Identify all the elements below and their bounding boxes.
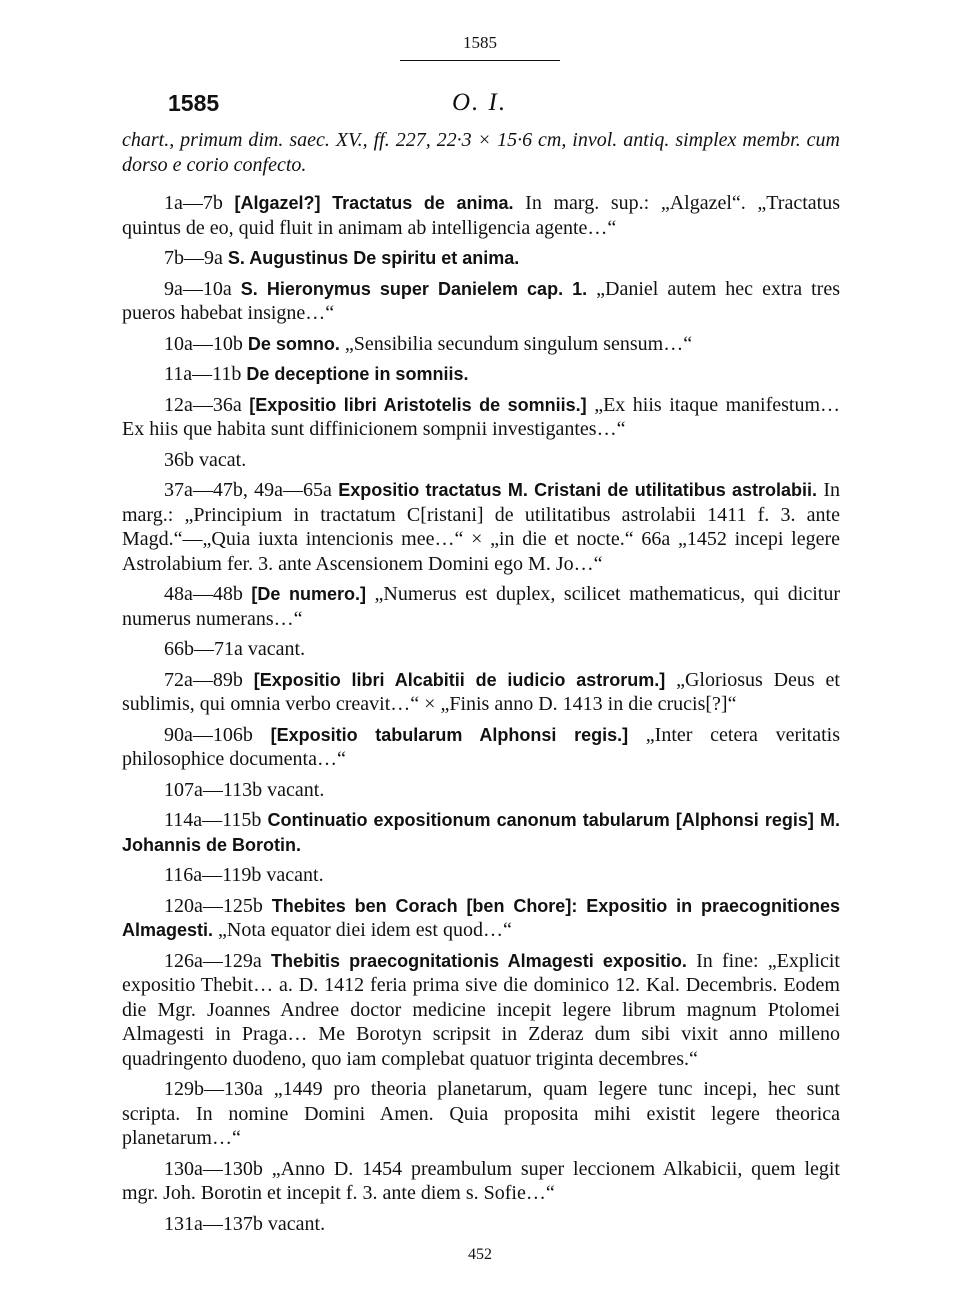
folio-reference: 129b—130a: [164, 1078, 274, 1100]
folio-reference: 107a—113b: [164, 778, 268, 801]
content-entry: [122, 637, 840, 662]
manuscript-signature: O. I.: [452, 89, 508, 116]
entry-text: „Ex hiis itaque manifestum… Ex hiis que habita sunt diffinicionem sompnii investigantes…“: [122, 393, 840, 440]
content-entry: [122, 277, 840, 326]
page-number: 452: [468, 1246, 492, 1263]
content-entry: [122, 668, 840, 717]
folio-reference: 36b: [164, 448, 199, 471]
work-title: [Expositio libri Aristotelis de somniis.]: [249, 394, 587, 415]
content-entry: [122, 808, 840, 857]
content-entry: [122, 1077, 840, 1151]
work-title: S. Augustinus De spiritu et anima.: [227, 248, 520, 268]
entry-text: „Gloriosus Deus et sublimis, qui omnia verbo creavit…“ × „Finis anno D. 1413 in die crucis[?]“: [122, 668, 840, 715]
content-entry: [122, 246, 840, 271]
manuscript-number: 1585: [168, 90, 220, 116]
work-title: [Algazel?] Tractatus de anima.: [234, 193, 514, 213]
content-entry: [122, 1212, 840, 1237]
work-title: Thebitis praecognitationis Almagesti expositio.: [270, 950, 687, 971]
content-entry: [122, 582, 840, 631]
content-entry: [122, 478, 840, 576]
work-title: Expositio tractatus M. Cristani de utilitatibus astrolabii.: [338, 480, 818, 500]
work-title: [De numero.]: [251, 584, 366, 604]
folio-reference: 116a—119b: [164, 864, 267, 886]
content-entry: [122, 393, 840, 442]
entry-text: „Anno D. 1454 preambulum super leccionem Alkabicii, quem legit mgr. Joh. Borotin et incepit f. 3. ante diem s. Sofie…“: [122, 1157, 840, 1204]
work-title: S. Hieronymus super Danielem cap. 1.: [240, 278, 588, 299]
manuscript-description: chart., primum dim. saec. XV., ff. 227, 22·3 × 15·6 cm, invol. antiq. simplex membr. cum dorso e corio confecto.: [122, 129, 840, 176]
content-entry: [122, 863, 840, 888]
folio-reference: 9a—10a: [164, 277, 241, 300]
entry-text: vacant.: [267, 1212, 326, 1235]
content-entry: [122, 191, 840, 240]
header-rule: [400, 60, 560, 61]
content-entry: [122, 448, 840, 473]
running-head: 1585: [463, 33, 497, 52]
work-title: De somno.: [247, 333, 340, 354]
contents-list: [122, 191, 840, 1236]
folio-reference: 126a—129a: [164, 949, 271, 972]
folio-reference: 7b—9a: [164, 247, 228, 269]
folio-reference: 66b—71a: [164, 638, 248, 660]
entry-text: vacant.: [267, 778, 325, 801]
content-entry: [122, 894, 840, 943]
work-title: De deceptione in somniis.: [246, 364, 469, 384]
content-entry: [122, 949, 840, 1072]
content-entry: [122, 332, 840, 357]
folio-reference: 114a—115b: [164, 809, 268, 831]
folio-reference: 120a—125b: [164, 894, 272, 917]
content-entry: [122, 778, 840, 803]
content-entry: [122, 1157, 840, 1206]
work-title: Thebites ben Corach [ben Chore]: Expositio in praecognitiones Almagesti.: [122, 895, 840, 940]
work-title: Continuatio expositionum canonum tabularum [Alphonsi regis] M. Johannis de Borotin.: [122, 810, 840, 855]
folio-reference: 10a—10b: [164, 332, 248, 355]
folio-reference: 48a—48b: [164, 583, 252, 605]
entry-text: In marg. sup.: „Algazel“. „Tractatus quintus de eo, quid fluit in animam ab intelligencia agente…“: [122, 192, 840, 239]
entry-text: „Numerus est duplex, scilicet mathematicus, qui dicitur numerus numerans…“: [122, 583, 841, 630]
content-entry: [122, 723, 840, 772]
work-title: [Expositio libri Alcabitii de iudicio astrorum.]: [253, 669, 666, 690]
content-entry: [122, 362, 840, 387]
work-title: [Expositio tabularum Alphonsi regis.]: [270, 724, 629, 745]
entry-text: vacant.: [266, 864, 324, 886]
entry-text: In marg.: „Principium in tractatum C[ristani] de utilitatibus astrolabii 1411 f. 3. ante Magd.“—„Quia iuxta intencionis mee…“ × „in die et nocte.“ 66a „1452 incepi legere Astrolabium fer. 3. ante Ascensionem Domini ego M. Jo…“: [122, 479, 840, 575]
entry-text: vacant.: [247, 638, 306, 660]
folio-reference: 72a—89b: [164, 668, 254, 691]
entry-text: „Inter cetera veritatis philosophice documenta…“: [122, 723, 841, 770]
folio-reference: 130a—130b: [164, 1157, 272, 1180]
entry-text: „Daniel autem hec extra tres pueros habebat insigne…“: [122, 277, 840, 324]
entry-text: vacat.: [199, 448, 247, 471]
folio-reference: 131a—137b: [164, 1212, 268, 1235]
catalogue-entry-body: [122, 128, 840, 1242]
folio-reference: 37a—47b, 49a—65a: [164, 479, 339, 501]
folio-reference: 1a—7b: [164, 192, 235, 214]
entry-text: „Nota equator diei idem est quod…“: [213, 919, 512, 941]
folio-reference: 11a—11b: [164, 363, 247, 385]
folio-reference: 90a—106b: [164, 723, 271, 746]
folio-reference: 12a—36a: [164, 393, 250, 416]
entry-text: In fine: „Explicit expositio Thebit… a. D. 1412 feria prima sive die dominico 12. Kal. Decembris. Eodem die Mgr. Joannes Andree doctor medicine incepit legere librum magnum Ptolomei Almagesti in Praga… Me Borotyn scripsit in Zderaz dum sibi vixit anno milleno quadringento duodeno, quo iam complebat quatuor triginta decembres.“: [122, 949, 840, 1070]
entry-text: „Sensibilia secundum singulum sensum…“: [339, 332, 693, 355]
entry-text: „1449 pro theoria planetarum, quam legere tunc incepi, hec sunt scripta. In nomine Domini Amen. Quia proposita mihi existit legere theorica planetarum…“: [122, 1078, 840, 1149]
